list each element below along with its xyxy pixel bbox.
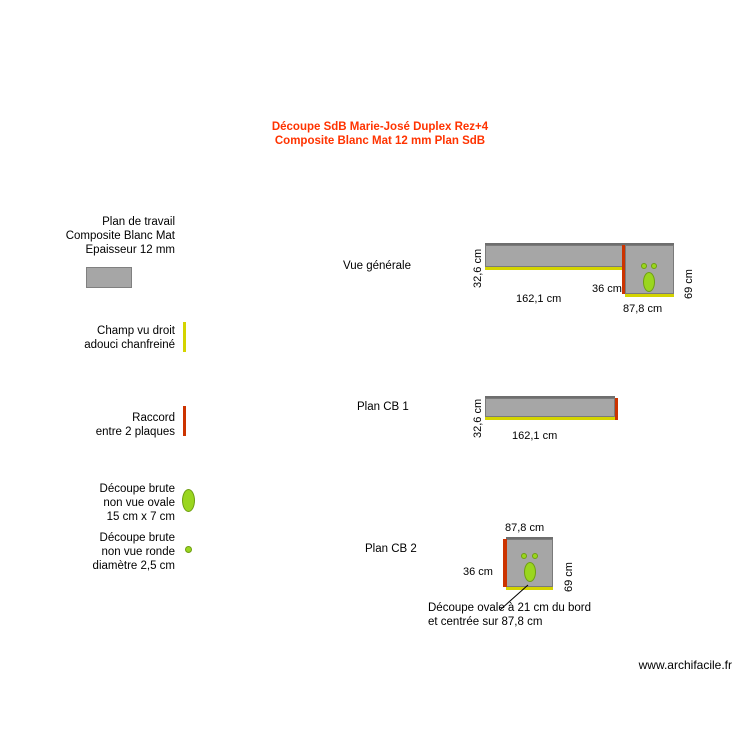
legend-label-line: adouci chanfreiné [84, 339, 175, 351]
page-title [200, 120, 560, 148]
legend-item-decoupe-ronde [0, 531, 175, 573]
note-line: Découpe ovale à 21 cm du bord [428, 602, 592, 614]
edge-yellow-cb1-bottom [485, 417, 615, 420]
title-line-2: Composite Blanc Mat 12 mm Plan SdB [274, 135, 486, 147]
legend-label-line: Epaisseur 12 mm [85, 244, 175, 256]
yellow-edge-swatch-icon [183, 322, 186, 352]
view-label-cb1: Plan CB 1 [357, 401, 409, 413]
legend-label-line: diamètre 2,5 cm [92, 560, 175, 572]
oval-cut-general [643, 272, 655, 292]
edge-red-general-block [622, 245, 625, 294]
panel-cb1 [485, 398, 615, 417]
legend-label-line: non vue ovale [103, 497, 175, 509]
legend-label-line: Plan de travail [102, 216, 175, 228]
dim-cb2-right: 69 cm [563, 562, 575, 592]
round-cut-cb2-left [521, 553, 527, 559]
round-cut-general-right [651, 263, 657, 269]
dim-general-bottom-mid: 36 cm [592, 283, 622, 295]
legend-item-champ-vu-droit [0, 324, 175, 352]
legend-label-line: Champ vu droit [97, 325, 175, 337]
edge-yellow-general-long [485, 267, 625, 270]
edge-top-cb1 [485, 396, 615, 398]
dim-general-bottom-short: 87,8 cm [623, 303, 663, 315]
dim-general-left: 32,6 cm [472, 248, 484, 288]
footer-website: www.archifacile.fr [638, 658, 732, 672]
round-cut-general-left [641, 263, 647, 269]
legend-label-line: Découpe brute [99, 532, 175, 544]
dim-general-right: 69 cm [683, 269, 695, 299]
legend-item-decoupe-ovale [0, 482, 175, 524]
edge-yellow-general-block-bottom [625, 294, 674, 297]
legend-item-plan-de-travail [0, 215, 175, 257]
edge-top-general-long [485, 243, 625, 245]
legend-label-line: 15 cm x 7 cm [106, 511, 175, 523]
legend-label-line: non vue ronde [101, 546, 175, 558]
view-label-general: Vue générale [343, 260, 411, 272]
panel-general-long [485, 245, 625, 267]
dim-general-bottom-long: 162,1 cm [516, 293, 562, 305]
legend-item-raccord [0, 411, 175, 439]
dim-cb2-left: 36 cm [463, 566, 493, 578]
edge-top-cb2 [506, 537, 553, 539]
round-cut-swatch-icon [185, 546, 192, 553]
oval-cut-swatch-icon [182, 489, 195, 512]
note-decoupe-ovale [428, 601, 591, 629]
dim-cb1-bottom: 162,1 cm [512, 430, 558, 442]
legend-label-line: entre 2 plaques [95, 426, 175, 438]
dim-cb1-left: 32,6 cm [472, 398, 484, 438]
red-edge-swatch-icon [183, 406, 186, 436]
title-line-1: Découpe SdB Marie-José Duplex Rez+4 [271, 121, 489, 133]
dim-cb2-top: 87,8 cm [505, 522, 545, 534]
legend-label-line: Découpe brute [99, 483, 175, 495]
round-cut-cb2-right [532, 553, 538, 559]
plate-swatch-icon [86, 267, 132, 288]
legend-label-line: Composite Blanc Mat [65, 230, 175, 242]
edge-red-cb1 [615, 398, 618, 420]
note-line: et centrée sur 87,8 cm [428, 616, 543, 628]
legend-label-line: Raccord [132, 412, 175, 424]
edge-top-general-block [625, 243, 674, 245]
view-label-cb2: Plan CB 2 [365, 543, 417, 555]
